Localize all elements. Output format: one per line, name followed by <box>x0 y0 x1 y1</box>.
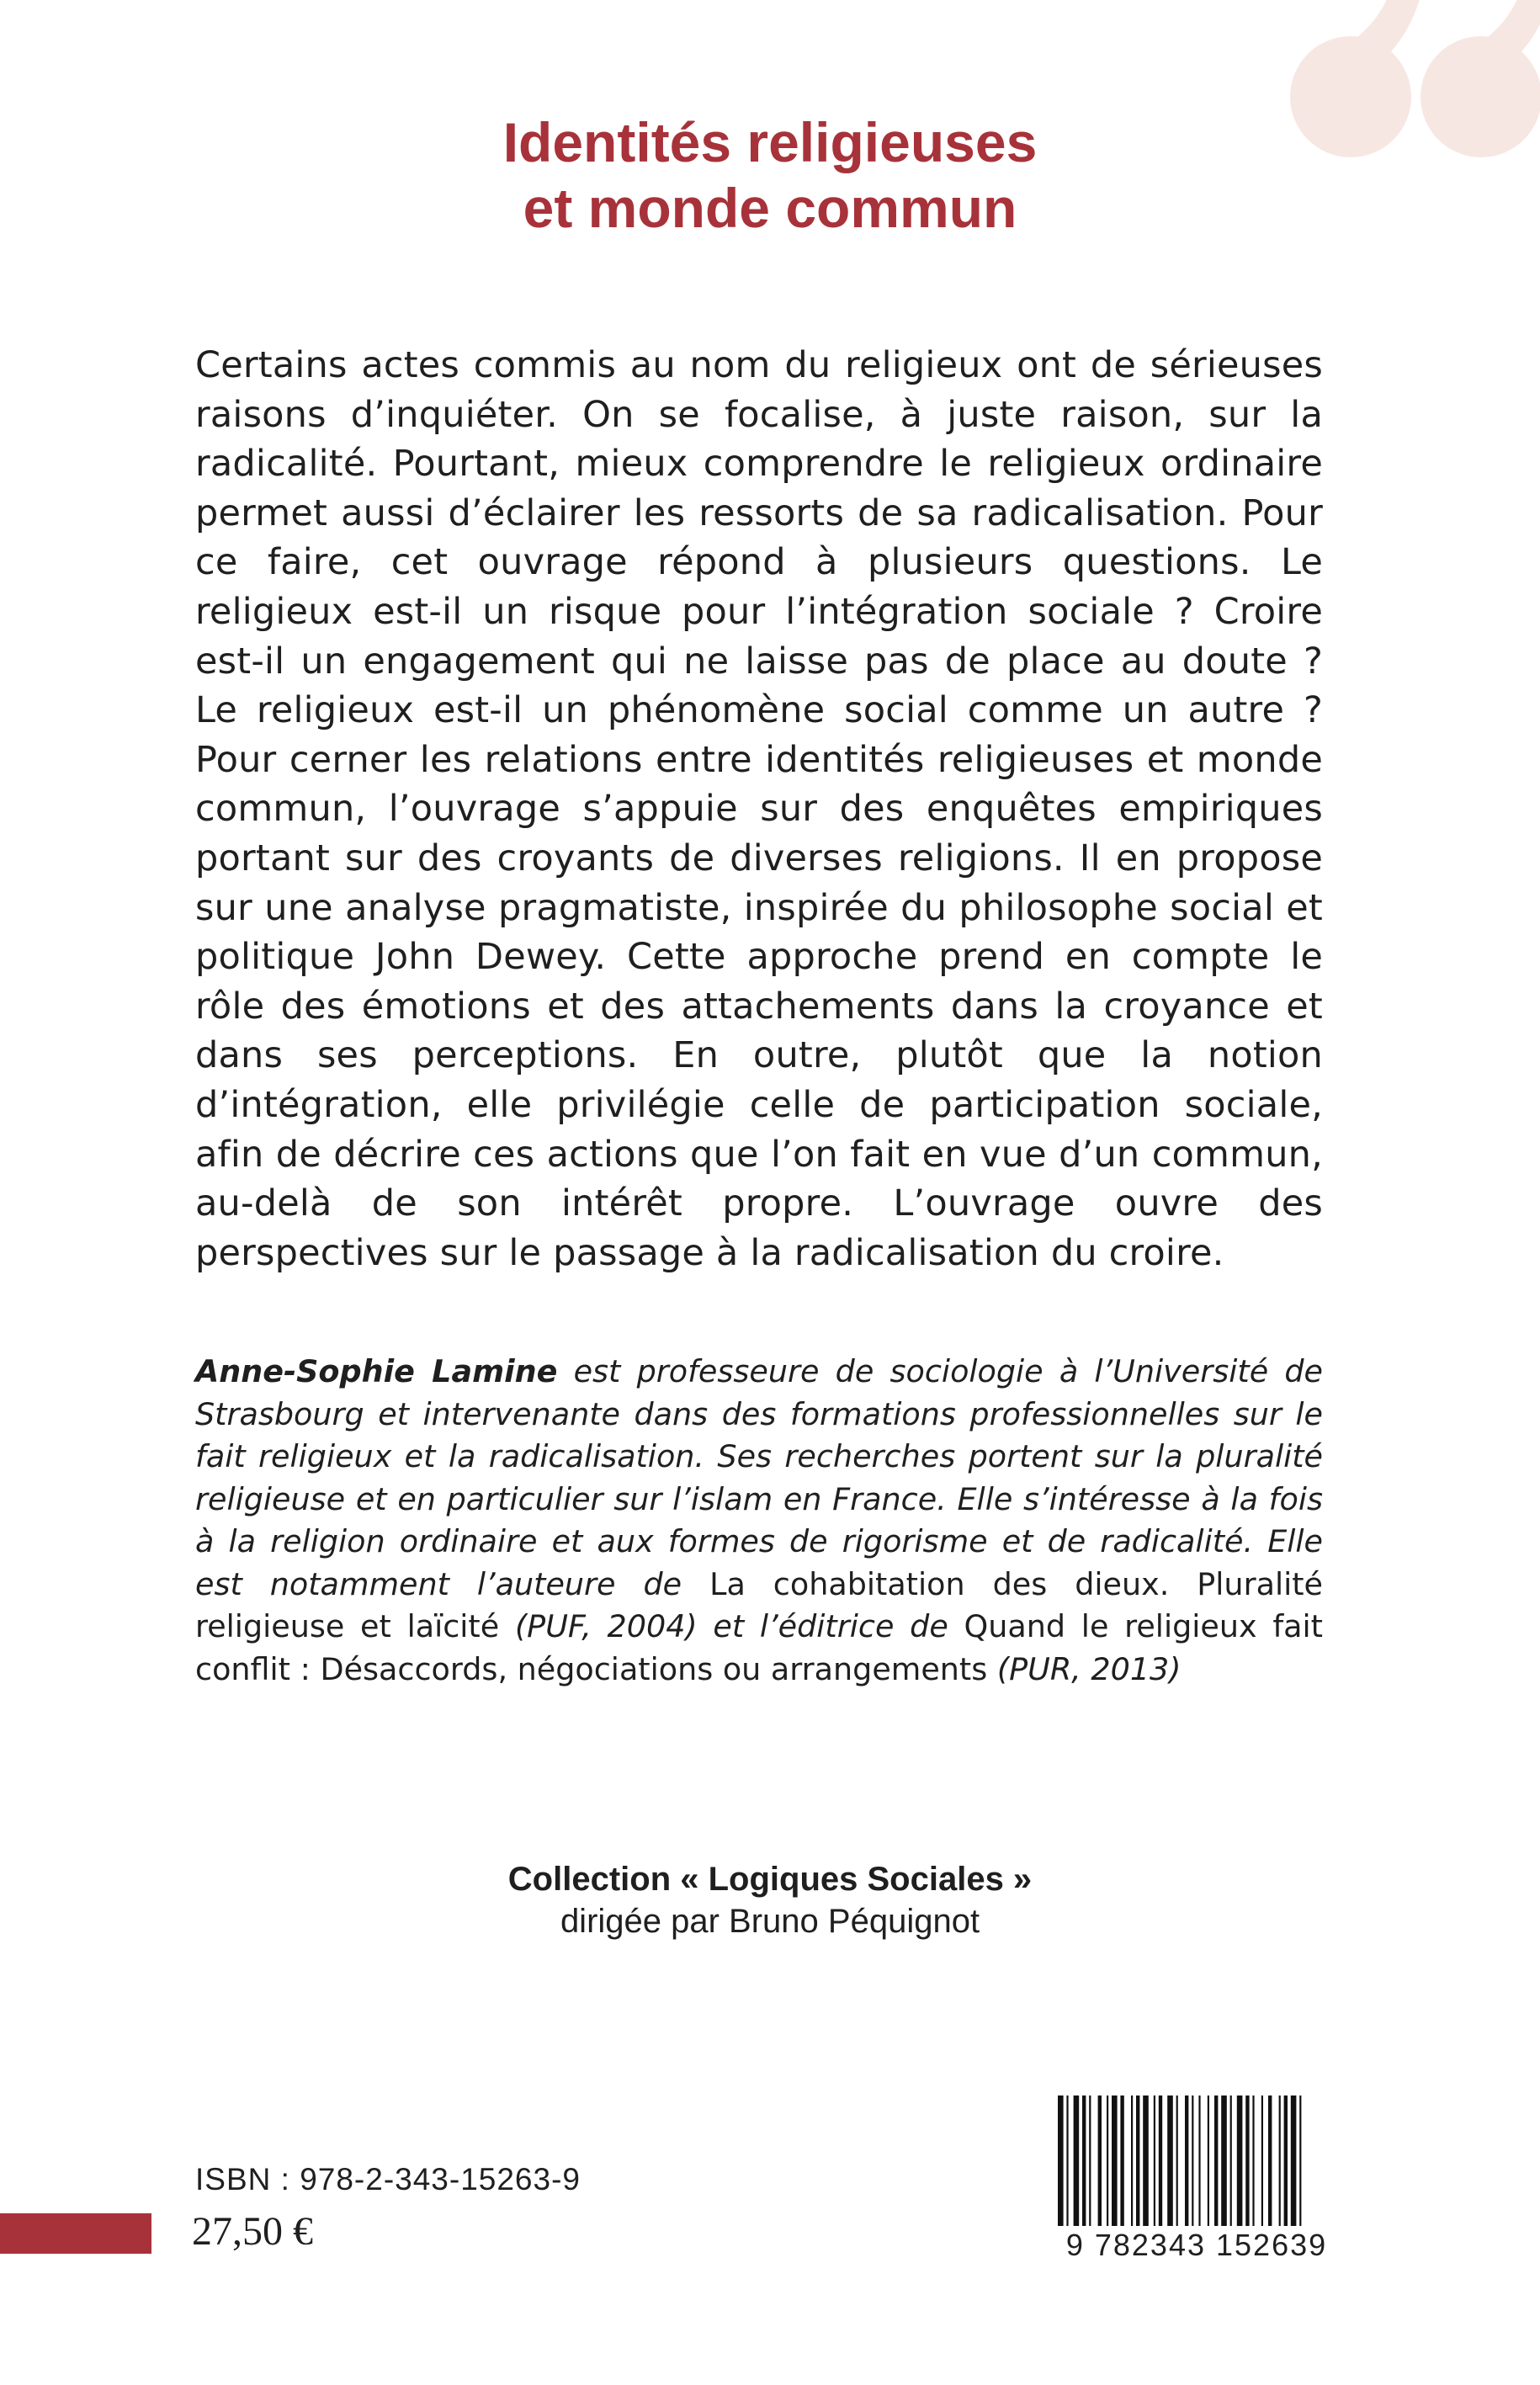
author-bio-text-2: (PUF, 2004) et l’éditrice de <box>499 1608 964 1644</box>
barcode-bar <box>1245 2096 1249 2230</box>
barcode-bar <box>1237 2096 1243 2230</box>
author-name: Anne-Sophie Lamine <box>195 1353 558 1389</box>
barcode-bar <box>1074 2096 1080 2230</box>
author-bio-text-3: (PUR, 2013) <box>987 1650 1182 1687</box>
barcode-bar <box>1107 2096 1108 2230</box>
barcode-bar <box>1131 2096 1133 2230</box>
price-accent-bar <box>0 2213 151 2254</box>
book-summary: Certains actes commis au nom du religieux ont de sérieuses raisons d’inquiéter. On se focalise, à juste raison, sur la radicalité. Pourtant, mieux comprendre le religieux ordinaire permet aussi d’éclairer les ressorts de sa radicalisation. Pour ce faire, cet ouvrage répond à plusieurs questions. Le religieux est-il un risque pour l’intégration sociale ? Croire est-il un engagement qui ne laisse pas de place au doute ? Le religieux est-il un phénomène social comme un autre ? Pour cerner les relations entre identités religieuses et monde commun, l’ouvrage s’appuie sur des enquêtes empiriques portant sur des croyants de diverses religions. Il en propose sur une analyse pragmatiste, inspirée du philosophe social et politique John Dewey. Cette approche prend en compte le rôle des émotions et des attachements dans la croyance et dans ses perceptions. En outre, plutôt que la notion d’intégration, elle privilégie celle de participation sociale, afin de décrire ces actions que l’on fait en vue d’un commun, au-delà de son intérêt propre. L’ouvrage ouvre des perspectives sur le passage à la radicalisation du croire. <box>195 344 1323 1274</box>
collection-info <box>0 1858 1540 1942</box>
barcode-bar <box>1284 2096 1288 2230</box>
barcode-bar <box>1112 2096 1118 2230</box>
barcode-bar <box>1279 2096 1281 2230</box>
isbn: ISBN : 978-2-343-15263-9 <box>195 2162 581 2196</box>
book-title-line-1: Identités religieuses <box>502 111 1038 173</box>
author-bio-text-1: est professeure de sociologie à l’Université de Strasbourg et intervenante dans des formations professionnelles sur le fait religieux et la radicalisation. Ses recherches portent sur la pluralité religieuse et en particulier sur l’islam en France. Elle s’intéresse à la fois à la religion ordinaire et aux formes de rigorisme et de radicalité. Elle est notamment l’auteure de <box>195 1353 1323 1602</box>
barcode-bar <box>1082 2096 1086 2230</box>
barcode-bar <box>1192 2096 1193 2230</box>
author-book-title-1: La cohabitation des dieux. Pluralité religieuse et laïcité <box>195 1565 1323 1644</box>
book-title <box>0 109 1540 241</box>
barcode-bar <box>1268 2096 1272 2230</box>
barcode-bar <box>1167 2096 1173 2230</box>
book-title-line-2: et monde commun <box>523 177 1017 239</box>
barcode-bar <box>1230 2096 1232 2230</box>
barcode-bar <box>1261 2096 1263 2230</box>
barcode-bar <box>1221 2096 1227 2230</box>
collection-director: dirigée par Bruno Péquignot <box>560 1903 980 1940</box>
barcode-bar <box>1208 2096 1209 2230</box>
price: 27,50 € <box>192 2209 313 2254</box>
collection-name: Collection « Logiques Sociales » <box>507 1861 1033 1898</box>
barcode-bar <box>1159 2096 1162 2230</box>
barcode-bar <box>1089 2096 1091 2230</box>
barcode-bar <box>1136 2096 1139 2230</box>
barcode-bar <box>1120 2096 1123 2230</box>
barcode-number: 9 782343 152639 <box>1054 2226 1340 2265</box>
author-bio <box>195 1351 1323 1691</box>
barcode-bar <box>1252 2096 1254 2230</box>
barcode-bar <box>1198 2096 1200 2230</box>
barcode-bar <box>1214 2096 1218 2230</box>
barcode-bar <box>1154 2096 1155 2230</box>
author-book-title-2: Quand le religieux fait conflit : Désaccords, négociations ou arrangements <box>195 1608 1323 1687</box>
barcode-bar <box>1143 2096 1149 2230</box>
barcode-bar <box>1098 2096 1102 2230</box>
